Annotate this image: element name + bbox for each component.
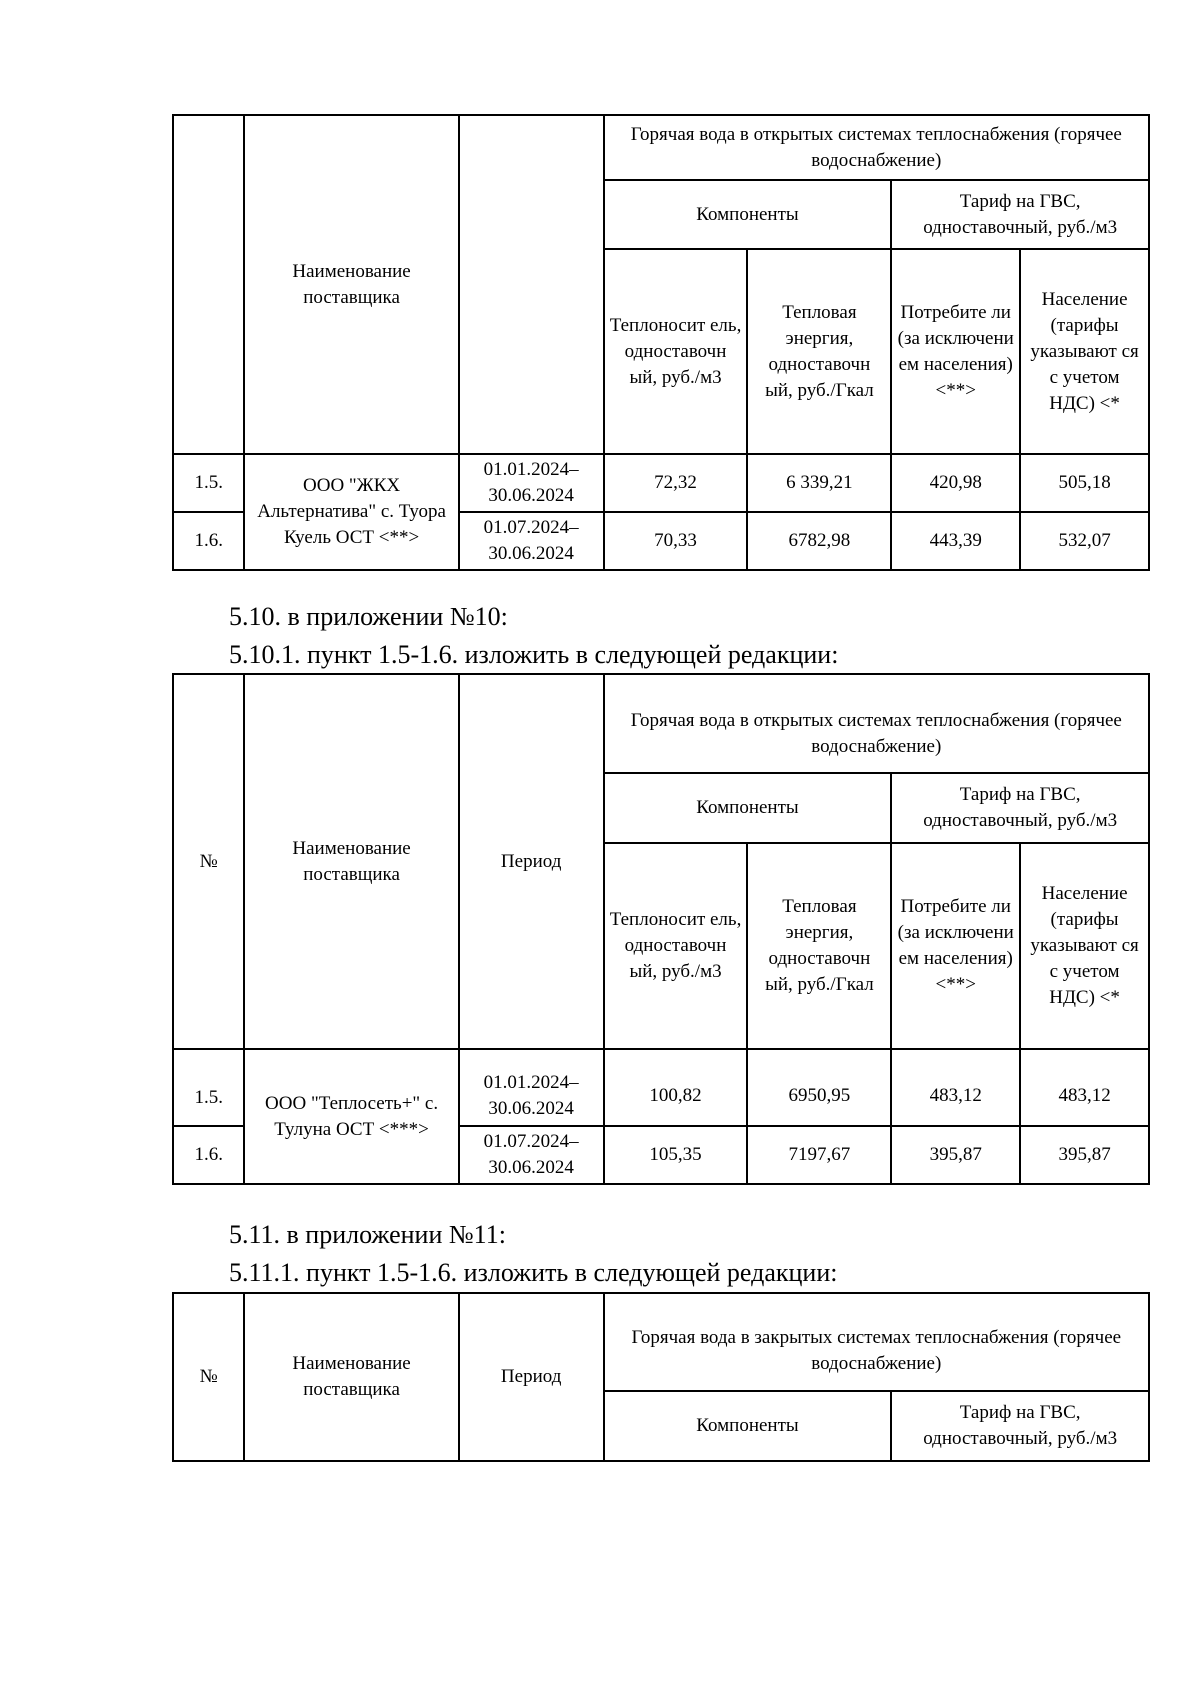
tariff-table-1 — [172, 114, 1150, 571]
header-population: Население (тарифы указывают ся с учетом НДС) <* — [1020, 843, 1149, 1049]
header-number: № — [173, 1293, 244, 1461]
header-components: Компоненты — [604, 1391, 892, 1461]
row-number: 1.5. — [173, 454, 244, 512]
header-supplier: Наименование поставщика — [244, 1293, 458, 1461]
supplier-name: ООО "ЖКХ Альтернатива" с. Туора Куель ОСТ <**> — [244, 454, 458, 570]
header-components: Компоненты — [604, 180, 892, 249]
row-period: 01.01.2024– 30.06.2024 — [459, 1049, 604, 1126]
header-tariff: Тариф на ГВС, одноставочный, руб./м3 — [891, 1391, 1149, 1461]
row-period: 01.07.2024– 30.06.2024 — [459, 512, 604, 570]
population-value: 483,12 — [1020, 1049, 1149, 1126]
row-period: 01.07.2024– 30.06.2024 — [459, 1126, 604, 1184]
heat-carrier-value: 72,32 — [604, 454, 748, 512]
heat-energy-value: 6 339,21 — [747, 454, 891, 512]
header-period: Период — [459, 1293, 604, 1461]
header-population: Население (тарифы указывают ся с учетом НДС) <* — [1020, 249, 1149, 454]
table-row — [173, 1049, 1149, 1126]
tariff-table-2 — [172, 673, 1150, 1185]
header-service-group: Горячая вода в закрытых системах теплоснабжения (горячее водоснабжение) — [604, 1293, 1149, 1391]
population-value: 505,18 — [1020, 454, 1149, 512]
header-service-group: Горячая вода в открытых системах теплоснабжения (горячее водоснабжение) — [604, 115, 1149, 180]
header-consumers: Потребите ли (за исключени ем населения) <**> — [891, 249, 1020, 454]
header-period: Период — [459, 674, 604, 1049]
header-components: Компоненты — [604, 773, 892, 843]
header-heat-energy: Тепловая энергия, одноставочн ый, руб./Гкал — [747, 843, 891, 1049]
header-heat-carrier: Теплоносит ель, одноставочн ый, руб./м3 — [604, 249, 748, 454]
heat-energy-value: 6950,95 — [747, 1049, 891, 1126]
header-consumers: Потребите ли (за исключени ем населения) <**> — [891, 843, 1020, 1049]
header-number: № — [173, 674, 244, 1049]
header-tariff: Тариф на ГВС, одноставочный, руб./м3 — [891, 180, 1149, 249]
header-supplier: Наименование поставщика — [244, 115, 458, 454]
paragraph-item-5-11-1: 5.11.1. пункт 1.5-1.6. изложить в следующей редакции: — [229, 1258, 838, 1287]
row-number: 1.6. — [173, 512, 244, 570]
tariff-table-3 — [172, 1292, 1150, 1462]
row-number: 1.5. — [173, 1049, 244, 1126]
consumers-value: 420,98 — [891, 454, 1020, 512]
heat-carrier-value: 105,35 — [604, 1126, 748, 1184]
heat-energy-value: 6782,98 — [747, 512, 891, 570]
paragraph-appendix-11: 5.11. в приложении №11: — [229, 1220, 506, 1249]
row-period: 01.01.2024– 30.06.2024 — [459, 454, 604, 512]
paragraph-appendix-10: 5.10. в приложении №10: — [229, 602, 508, 631]
header-heat-energy: Тепловая энергия, одноставочн ый, руб./Гкал — [747, 249, 891, 454]
heat-carrier-value: 70,33 — [604, 512, 748, 570]
header-supplier: Наименование поставщика — [244, 674, 458, 1049]
population-value: 532,07 — [1020, 512, 1149, 570]
header-period — [459, 115, 604, 454]
heat-carrier-value: 100,82 — [604, 1049, 748, 1126]
table-row — [173, 454, 1149, 512]
consumers-value: 443,39 — [891, 512, 1020, 570]
header-number — [173, 115, 244, 454]
paragraph-item-5-10-1: 5.10.1. пункт 1.5-1.6. изложить в следующей редакции: — [229, 640, 839, 669]
heat-energy-value: 7197,67 — [747, 1126, 891, 1184]
consumers-value: 395,87 — [891, 1126, 1020, 1184]
header-tariff: Тариф на ГВС, одноставочный, руб./м3 — [891, 773, 1149, 843]
row-number: 1.6. — [173, 1126, 244, 1184]
header-heat-carrier: Теплоносит ель, одноставочн ый, руб./м3 — [604, 843, 748, 1049]
header-service-group: Горячая вода в открытых системах теплоснабжения (горячее водоснабжение) — [604, 674, 1149, 773]
supplier-name: ООО "Теплосеть+" с. Тулуна ОСТ <***> — [244, 1049, 458, 1184]
consumers-value: 483,12 — [891, 1049, 1020, 1126]
population-value: 395,87 — [1020, 1126, 1149, 1184]
